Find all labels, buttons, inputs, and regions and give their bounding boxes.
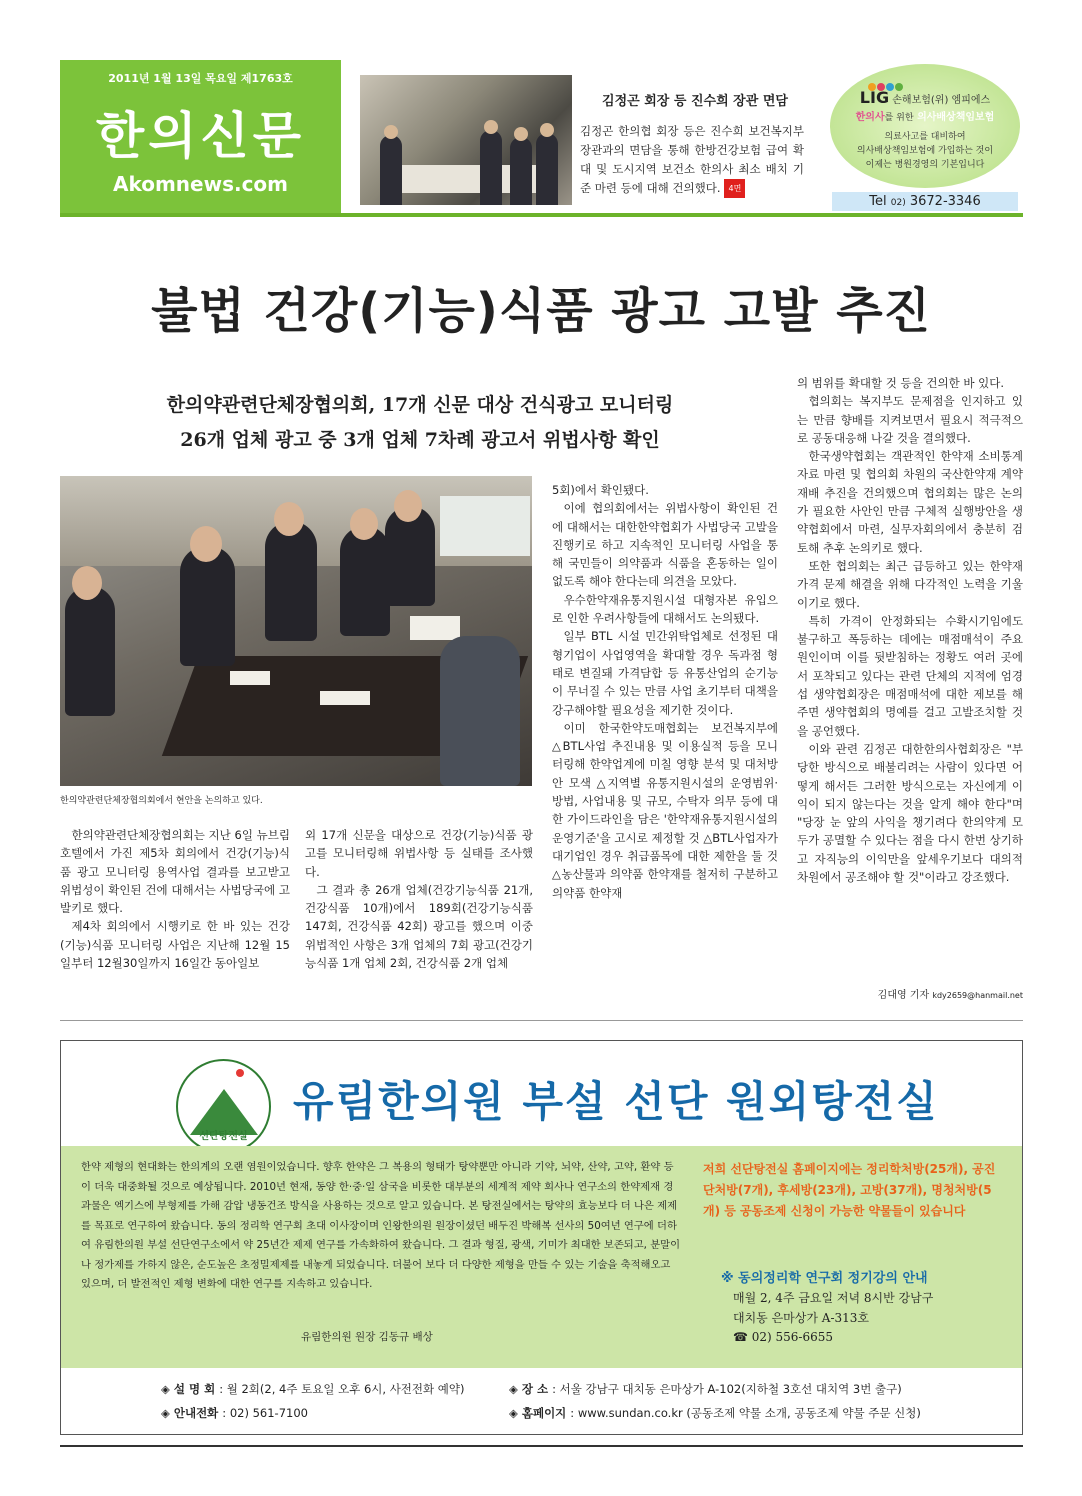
lead-photo-person bbox=[480, 130, 502, 205]
header-divider bbox=[60, 213, 1023, 217]
photo-paper bbox=[230, 671, 270, 685]
lead-photo-head bbox=[384, 125, 398, 139]
lig-phone-area: 02) bbox=[890, 198, 906, 208]
ad-prescription-info: 저희 선단탕전실 홈페이지에는 정리학처방(25개), 공진단처방(7개), 후세방(23개), 고방(37개), 명청처방(5개) 등 공동조제 신청이 가능한 약물들이 있습니다 bbox=[703, 1162, 996, 1218]
ad-lecture-info bbox=[733, 1289, 1013, 1348]
lecture-phone[interactable]: ☎ 02) 556-6655 bbox=[733, 1330, 834, 1344]
photo-face bbox=[190, 526, 222, 562]
lig-slogan-target: 한의사 bbox=[855, 112, 885, 123]
paragraph: 이에 협의회에서는 위법사항이 확인된 건에 대해서는 대한한약협회가 사법당국 고발을 진행키로 하고 지속적인 모니터링 사업을 통해 국민들이 의약품과 식품을 혼동하는 일이 없도록 해야 한다는데 의견을 모았다. bbox=[552, 501, 778, 589]
sundan-logo bbox=[176, 1059, 271, 1154]
ad-description: 한약 제형의 현대화는 한의계의 오랜 염원이었습니다. 향후 한약은 그 복용의 형태가 탕약뿐만 아니라 기약, 뇌약, 산약, 고약, 환약 등이 더욱 대중화될 것으로 예상됩니다. 2010년 현재, 동양 한·중·일 삼국을 비롯한 대부분의 세계적 제약 회사나 연구소의 한약제재 경과물은 엑기스에 부형제를 가해 감압 냉동건조 방식을 사용하는 것으로 알고 있습니다. 본 탕전실에서는 탕약의 효능보다 더 나은 제제를 목표로 연구하여 왔습니다. 동의 정리학 연구회 초대 이사장이며 인왕한의원 원장이셨던 배두진 박해복 선사의 50여년 연구에 더하여 유림한의원 부설 선단연구소에서 약 25년간 제제 연구를 가속화하여 왔습니다. 그 결과 형질, 광색, 기미가 최대한 보존되고, 분말이나 정가제를 가하지 않은, 순도높은 초정밀제제를 내놓게 되었습니다. 더불어 보다 더 다양한 제형을 만들 수 있는 기술을 축적해오고 있으며, 더 발전적인 제형 변화에 대한 연구를 지속하고 있습니다. bbox=[81, 1161, 681, 1290]
article-column-1 bbox=[60, 826, 290, 972]
homepage-row bbox=[509, 1405, 921, 1421]
logo-text: 선단탕전실 bbox=[199, 1131, 248, 1142]
section-divider bbox=[60, 1020, 1023, 1021]
photo-person bbox=[340, 526, 390, 636]
photo-face bbox=[72, 566, 102, 600]
lead-photo-head bbox=[514, 127, 528, 141]
lead-photo-head bbox=[484, 120, 498, 134]
paragraph: 제4차 회의에서 시행키로 한 바 있는 건강(기능)식품 모니터링 사업은 지난해 12월 15일부터 12월30일까지 16일간 동아일보 bbox=[60, 919, 290, 971]
photo-paper bbox=[320, 691, 370, 705]
photo-paper bbox=[410, 616, 460, 640]
briefing-value: : 월 2회(2, 4주 토요일 오후 6시, 사전전화 예약) bbox=[219, 1382, 465, 1396]
paragraph: 한국생약협회는 객관적인 한약재 소비통계자료 마련 및 협의회 차원의 국산한약재 계약재배 추진을 건의했으며 협의회는 많은 논의가 필요한 사안인 만큼 구체적 실행방안을 생약협회에서 마련, 실무자회의에서 충분히 검토해 추후 논의키로 했다. bbox=[797, 449, 1023, 555]
lead-news-body bbox=[580, 122, 804, 198]
lead-photo-head bbox=[540, 123, 554, 137]
byline-name: 김대영 기자 bbox=[877, 990, 930, 1001]
article-headline: 불법 건강(기능)식품 광고 고발 추진 bbox=[151, 283, 931, 339]
paragraph: 이와 관련 김정곤 대한한의사협회장은 "부당한 방식으로 배불리려는 사람이 있다면 어떻게 해서든 그러한 방식으로는 자신에게 이익이 되지 않는다는 것을 알게 해야 한다"며 "당장 눈 앞의 사익을 챙기려다 한의약계 모두가 공멸할 수 있다는 점을 다시 한번 상기하고 자직능의 이익만을 앞세우기보다 대의적 차원에서 공조해야 할 것"이라고 강조했다. bbox=[797, 741, 1023, 885]
lead-news-text: 김정곤 한의협 회장 등은 진수희 보건복지부 장관과의 면담을 통해 한방건강보험 급여 확대 및 도시지역 보건소 한의사 최소 배치 기준 마련 등에 대해 건의했다. bbox=[580, 124, 804, 195]
lig-slogan bbox=[828, 108, 1022, 123]
paragraph: 또한 협의회는 최근 급등하고 있는 한약재 가격 문제 해결을 위해 다각적인 노력을 기울이기로 했다. bbox=[797, 558, 1023, 610]
article-subhead-1: 한의약관련단체장협의회, 17개 신문 대상 건식광고 모니터링 bbox=[166, 394, 674, 416]
lead-news-title[interactable]: 김정곤 회장 등 진수희 장관 면담 bbox=[602, 94, 788, 109]
site-url[interactable]: Akomnews.com bbox=[112, 172, 289, 196]
lig-slogan-mid: 를 위한 bbox=[884, 113, 914, 123]
photo-person bbox=[265, 521, 317, 641]
photo-face bbox=[274, 502, 304, 536]
briefing-row bbox=[161, 1381, 465, 1397]
lecture-location: 대치동 은마상가 A-313호 bbox=[733, 1310, 869, 1325]
photo-face bbox=[394, 490, 422, 522]
lig-ad-copy bbox=[828, 130, 1022, 172]
article-subhead-2: 26개 업체 광고 중 3개 업체 7차례 광고서 위법사항 확인 bbox=[180, 429, 660, 451]
photo-person bbox=[180, 546, 235, 666]
homepage-value[interactable]: : www.sundan.co.kr (공동조제 약물 소개, 공동조제 약물 주문 신청) bbox=[570, 1406, 921, 1420]
lead-news-photo bbox=[360, 75, 572, 205]
meeting-photo bbox=[60, 476, 532, 786]
paragraph: 한의약관련단체장협의회는 지난 6일 뉴브림호텔에서 가진 제5차 회의에서 건강(기능)식품 광고 모니터링 용역사업 결과를 보고받고 위법성이 확인된 건에 대해서는 사법당국에 고발키로 했다. bbox=[60, 828, 290, 916]
lig-phone-number: 3672-3346 bbox=[909, 194, 981, 209]
lead-photo-person bbox=[510, 137, 532, 205]
lig-copy-line: 이제는 병원경영의 기본입니다 bbox=[865, 160, 985, 170]
place-label: ◈ 장 소 bbox=[509, 1382, 549, 1396]
place-row bbox=[509, 1381, 902, 1397]
article-column-4 bbox=[797, 374, 1023, 886]
paragraph: 우수한약재유통지원시설 대형자본 유입으로 인한 우려사항들에 대해서도 논의됐다. bbox=[552, 592, 778, 626]
phone-row bbox=[161, 1405, 308, 1421]
paragraph: 의 범위를 확대할 것 등을 건의한 바 있다. bbox=[797, 376, 1004, 390]
lig-logo-dots bbox=[868, 76, 908, 86]
photo-caption: 한의약관련단체장협의회에서 현안을 논의하고 있다. bbox=[60, 796, 263, 806]
article-column-2 bbox=[305, 826, 533, 972]
lig-copy-line: 의료사고를 대비하여 bbox=[884, 132, 966, 142]
byline-email[interactable]: kdy2659@hanmail.net bbox=[932, 991, 1023, 1000]
issue-date: 2011년 1월 13일 목요일 제1763호 bbox=[108, 72, 293, 85]
paragraph: 협의회는 복지부도 문제점을 인지하고 있는 만큼 향배를 지켜보면서 필요시 적극적으로 공동대응해 나갈 것을 결의했다. bbox=[797, 394, 1023, 445]
masthead bbox=[60, 60, 341, 213]
paragraph: 외 17개 신문을 대상으로 건강(기능)식품 광고를 모니터링해 위법사항 등 실태를 조사했다. bbox=[305, 828, 533, 879]
lead-photo-person bbox=[536, 133, 558, 205]
lig-brand bbox=[828, 88, 1022, 107]
photo-face bbox=[350, 508, 378, 540]
phone-label: ◈ 안내전화 bbox=[161, 1406, 219, 1420]
page-tag[interactable]: 4면 bbox=[724, 179, 745, 198]
lig-brand-sub: 손해보험(위) 엠피에스 bbox=[892, 95, 991, 106]
homepage-label: ◈ 홈페이지 bbox=[509, 1406, 567, 1420]
paragraph: 특히 가격이 안정화되는 수확시기임에도 불구하고 폭등하는 데에는 매점매석이 주요 원인이며 이를 뒷받침하는 정황도 여러 곳에서 포착되고 있다는 관련 단체의 지적에 엄경섭 생약협회장은 매점매석에 대한 제보를 해주면 생약협회의 명예를 걸고 고발조치할 것을 공언했다. bbox=[797, 613, 1023, 738]
ad-signature: 유림한의원 원장 김동규 배상 bbox=[301, 1331, 433, 1343]
lig-insurance-ad[interactable] bbox=[828, 60, 1022, 213]
paragraph: 그 결과 총 26개 업체(건강기능식품 21개, 건강식품 10개)에서 189회(건강기능식품 147회, 건강식품 42회) 광고를 했으며 이중 위법적인 사항은 3개 업체의 7회 광고(건강기능식품 1개 업체 2회, 건강식품 2개 업체 bbox=[305, 882, 533, 971]
paragraph: 이미 한국한약도매협회는 보건복지부에 △BTL사업 추진내용 및 이용실적 등을 모니터링해 한약업계에 미칠 영향 분석 및 대처방안 모색 △지역별 유통지원시설의 운영범위·방법, 사업내용 및 규모, 수탁자 의무 등에 대한 가이드라인을 담은 '한약재유통지원시설의 운영기준'을 고시로 제정할 것 △BTL사업자가 대기업인 경우 취급품목에 대한 제한을 둘 것 △농산물과 의약품 한약재를 철저히 구분하고 의약품 한약재 bbox=[552, 720, 778, 900]
lig-phone-label: Tel bbox=[869, 194, 887, 209]
lig-copy-line: 의사배상책임보험에 가입하는 것이 bbox=[856, 146, 994, 156]
place-value: : 서울 강남구 대치동 은마상가 A-102(지하철 3호선 대치역 3번 출구) bbox=[552, 1382, 902, 1396]
photo-person bbox=[440, 636, 520, 786]
newspaper-logo: 한의신문 bbox=[95, 106, 306, 165]
logo-red-dot bbox=[236, 1069, 244, 1077]
article-column-3 bbox=[552, 481, 778, 902]
article-byline bbox=[797, 986, 1023, 1001]
lig-phone[interactable] bbox=[832, 192, 1018, 211]
lead-photo-person bbox=[380, 135, 402, 205]
page-bottom-rule bbox=[60, 1445, 1023, 1447]
lig-slogan-product: 의사배상책임보험 bbox=[917, 112, 995, 123]
ad-lecture-note: ※ 동의정리학 연구회 정기강의 안내 bbox=[721, 1271, 928, 1286]
paragraph: 5회)에서 확인됐다. bbox=[552, 483, 649, 497]
lig-brand-name: LIG bbox=[859, 88, 890, 107]
ad-title: 유림한의원 부설 선단 원외탕전실 bbox=[293, 1077, 939, 1126]
photo-window bbox=[440, 496, 530, 556]
photo-person bbox=[65, 586, 115, 716]
phone-value[interactable]: : 02) 561-7100 bbox=[222, 1406, 308, 1420]
paragraph: 일부 BTL 시설 민간위탁업체로 선정된 대형기업이 사업영역을 확대할 경우 독과점 형태로 변질돼 가격담합 등 유통산업의 순기능이 무너질 수 있는 만큼 사업 초기부터 대책을 강구해야할 필요성을 제기한 것이다. bbox=[552, 629, 778, 717]
briefing-label: ◈ 설 명 회 bbox=[161, 1382, 216, 1396]
lecture-schedule: 매월 2, 4주 금요일 저녁 8시반 강남구 bbox=[733, 1291, 934, 1305]
sundan-ad bbox=[60, 1040, 1023, 1435]
